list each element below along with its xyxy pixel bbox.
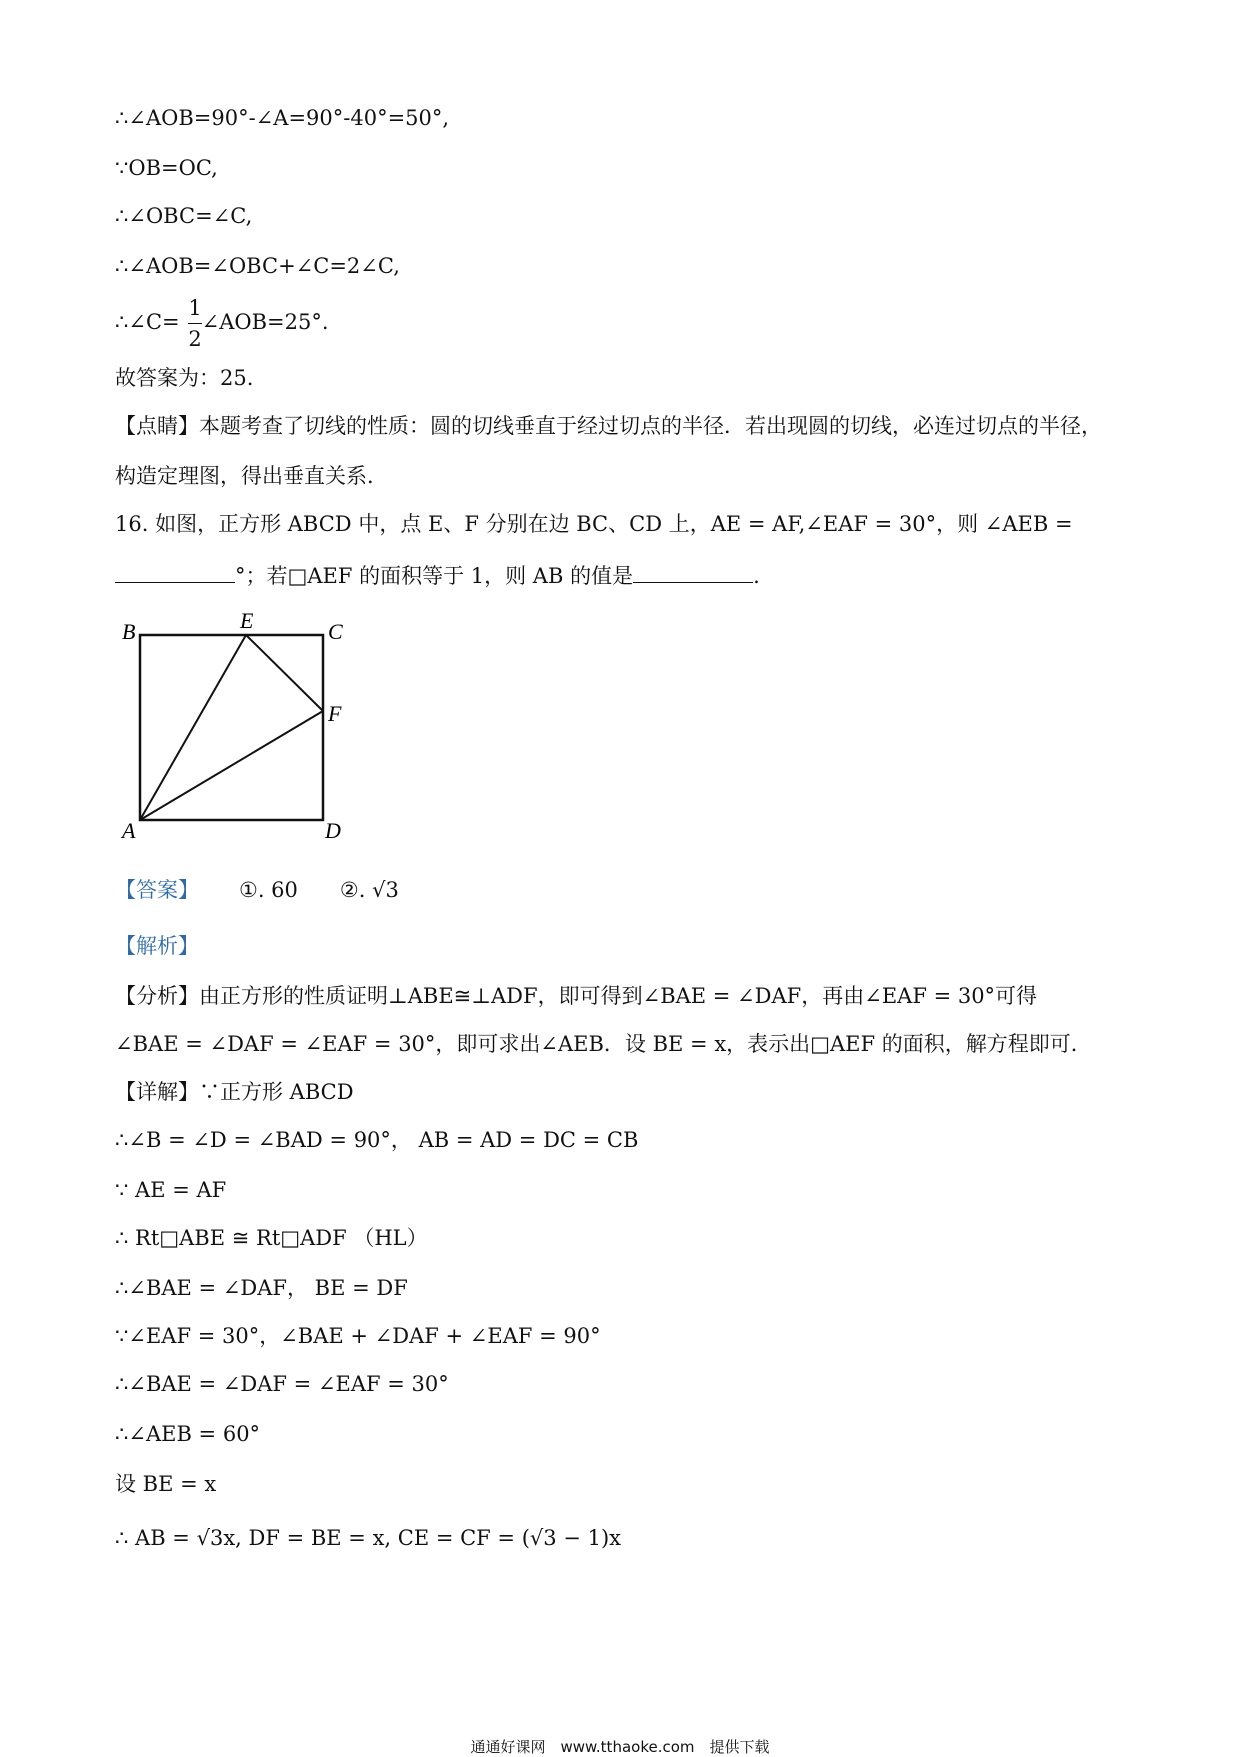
detail-line-4: ∴ Rt□ABE ≅ Rt□ADF （HL） xyxy=(115,1226,428,1250)
detail-line-2: ∴∠B = ∠D = ∠BAD = 90°， AB = AD = DC = CB xyxy=(115,1128,639,1152)
line-answer-25: 故答案为：25. xyxy=(115,366,254,390)
detail-line-9: 设 BE = x xyxy=(115,1472,217,1496)
answer-body: ①. 60 ②. √3 xyxy=(239,878,399,902)
detail-line-10: ∴ AB = √3x, DF = BE = x, CE = CF = (√3 − 1)x xyxy=(115,1526,621,1550)
line-ob-oc: ∵OB=OC, xyxy=(115,156,218,180)
line-c-prefix: ∴∠C= xyxy=(115,310,180,334)
analysis-line-2: ∠BAE = ∠DAF = ∠EAF = 30°，即可求出∠AEB．设 BE = x，表示出□AEF 的面积，解方程即可． xyxy=(115,1032,1092,1056)
detail-line-3: ∵ AE = AF xyxy=(115,1178,227,1202)
label-e: E xyxy=(240,610,254,633)
fraction-one-half xyxy=(188,296,202,351)
question-16-mid: °；若□AEF 的面积等于 1，则 AB 的值是 xyxy=(235,564,634,588)
line-comment-1: 【点睛】本题考查了切线的性质：圆的切线垂直于经过切点的半径．若出现圆的切线，必连过切点的半径， xyxy=(115,414,1102,438)
answer-tag: 【答案】 xyxy=(115,878,199,902)
fraction-bar xyxy=(188,323,202,324)
label-f: F xyxy=(328,701,342,726)
square-figure xyxy=(110,610,370,850)
question-16-end: . xyxy=(753,564,760,588)
line-obc-c: ∴∠OBC=∠C, xyxy=(115,204,253,228)
detail-line-1: 【详解】∵正方形 ABCD xyxy=(115,1080,354,1104)
detail-line-7: ∴∠BAE = ∠DAF = ∠EAF = 30° xyxy=(115,1372,449,1396)
line-aob-2c: ∴∠AOB=∠OBC+∠C=2∠C, xyxy=(115,254,400,278)
question-16-line-1: 16. 如图，正方形 ABCD 中，点 E、F 分别在边 BC、CD 上，AE = AF,∠EAF = 30°，则 ∠AEB = xyxy=(115,512,1073,536)
detail-line-5: ∴∠BAE = ∠DAF， BE = DF xyxy=(115,1276,408,1300)
answer-line xyxy=(115,880,399,901)
answer-blank-1 xyxy=(115,564,235,583)
label-a: A xyxy=(122,818,136,843)
answer-blank-2 xyxy=(633,564,753,583)
fraction-numerator: 1 xyxy=(188,296,202,320)
fraction-denominator: 2 xyxy=(188,327,202,351)
analysis-line-1: 【分析】由正方形的性质证明⊥ABE≅⊥ADF，即可得到∠BAE = ∠DAF，再由∠EAF = 30°可得 xyxy=(115,984,1038,1008)
page-footer: 通通好课网 www.tthaoke.com 提供下载 xyxy=(470,1738,770,1756)
line-c-half-aob xyxy=(115,312,329,333)
detail-line-6: ∵∠EAF = 30°，∠BAE + ∠DAF + ∠EAF = 90° xyxy=(115,1324,601,1348)
question-16-line-2 xyxy=(115,564,760,587)
segment-ef xyxy=(246,635,323,711)
label-b: B xyxy=(122,619,136,644)
line-c-suffix: ∠AOB=25°. xyxy=(201,310,329,334)
label-d: D xyxy=(325,818,341,843)
detail-line-8: ∴∠AEB = 60° xyxy=(115,1422,261,1446)
line-comment-2: 构造定理图，得出垂直关系． xyxy=(115,464,388,488)
segment-ae xyxy=(140,635,246,820)
segment-af xyxy=(140,711,323,820)
analysis-tag: 【解析】 xyxy=(115,934,199,958)
line-aob: ∴∠AOB=90°-∠A=90°-40°=50°, xyxy=(115,106,450,130)
label-c: C xyxy=(328,619,343,644)
